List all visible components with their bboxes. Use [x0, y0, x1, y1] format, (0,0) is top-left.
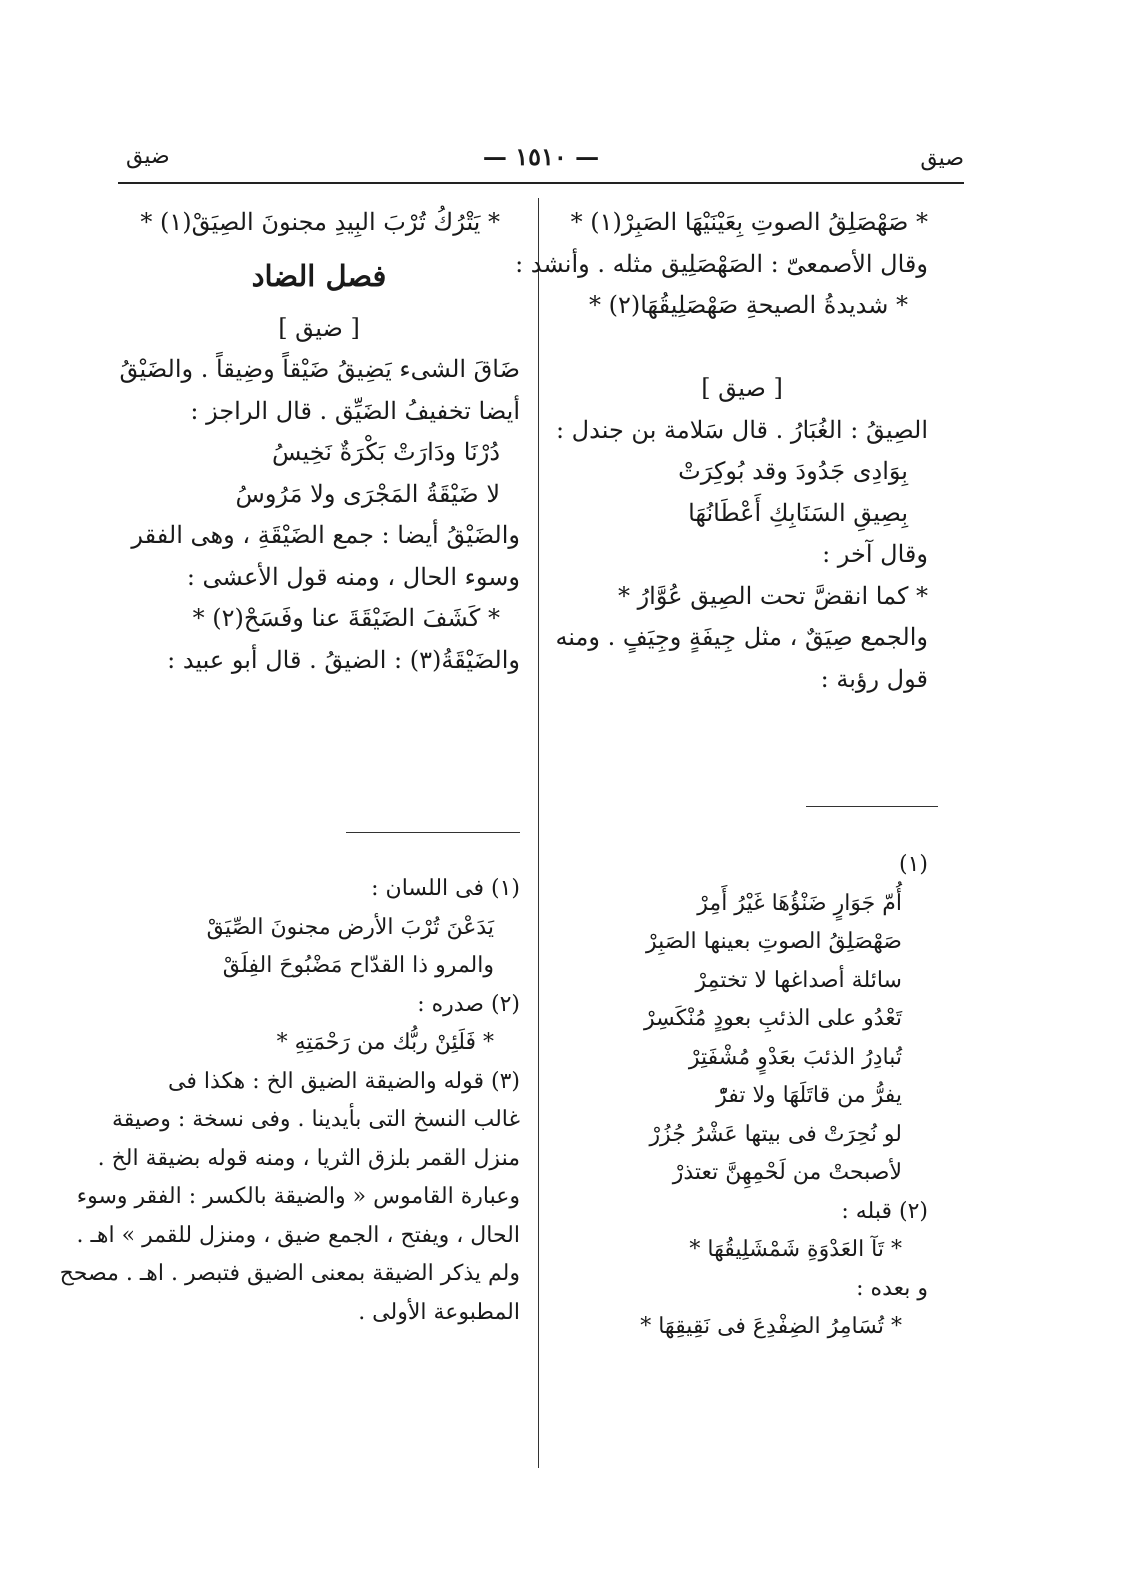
text-line: أيضا تخفيفُ الضَيِّق . قال الراجز :: [190, 396, 520, 425]
footnote-line: لو نُحِرَتْ فى بيتها عَشْرُ جُزُرْ: [649, 1121, 902, 1147]
column-divider: [538, 198, 539, 1468]
footnote-line: يفرُّ من قاتَلَهَا ولا تفرّْ: [716, 1083, 902, 1108]
text-line: قول رؤبة :: [820, 664, 928, 693]
text-line: والضَيْقَةُ(٣) : الضيقُ . قال أبو عبيد :: [167, 645, 520, 674]
footnote-line: (١) فى اللسان :: [371, 876, 520, 901]
entry-headword: [ ضيق ]: [278, 313, 360, 342]
verse-line: لا ضَيْقَةُ المَجْرَى ولا مَرُوسُ: [235, 479, 500, 508]
footnote-line: صَهْصَلِقُ الصوتِ بعينها الصَبِرْ: [645, 929, 902, 954]
footnote-rule-right: [806, 806, 938, 807]
entry-headword: [ صيق ]: [701, 374, 783, 402]
left-column: [118, 202, 520, 681]
page-header: [118, 140, 964, 184]
footnote-line: (٣) قوله والضيقة الضيق الخ : هكذا فى: [168, 1068, 520, 1094]
verse-line: بِوَادِى جَدُودَ وقد بُوكِرَتْ: [678, 457, 908, 485]
text-line: * صَهْصَلِقُ الصوتِ بِعَيْنَيْهَا الصَبِرْ(١) *: [570, 208, 928, 236]
footnote-line: غالب النسخ التى بأيدينا . وفى نسخة : وصيقة: [112, 1107, 520, 1132]
footnote-line: * تَآ العَدْوَةِ شَمْشَلِيقُهَا *: [689, 1237, 902, 1262]
footnotes-right: [556, 846, 928, 1347]
text-line: والضَيْقُ أيضا : جمع الضَيْقَةِ ، وهى الفقر: [131, 521, 520, 549]
text-line: وسوء الحال ، ومنه قول الأعشى :: [186, 562, 520, 591]
header-root-left: ضيق: [126, 144, 170, 169]
footnote-line: * فَلَئِنْ ربُّك من رَحْمَتِهِ *: [276, 1030, 494, 1055]
footnote-line: (٢) صدره :: [417, 991, 520, 1017]
footnote-line: تُبادِرُ الذئبَ بعَدْوٍ مُشْفَتِرْ: [688, 1044, 902, 1070]
header-rule: [118, 182, 964, 184]
footnote-line: ولم يذكر الضيقة بمعنى الضيق فتبصر . اهـ . مصحح: [59, 1261, 520, 1286]
footnote-line: والمرو ذا القدّاح مَضْبُوحَ الفِلَقْ: [222, 953, 494, 978]
verse-line: بِصِيقِ السَنَابِكِ أَعْطَانُهَا: [688, 498, 908, 527]
verse-line: * يَتْرُكُ تُرْبَ البِيدِ مجنونَ الصِيَقْ(١) *: [140, 208, 500, 236]
footnote-line: منزل القمر بلزق الثريا ، ومنه قوله بضيقة الخ .: [97, 1145, 520, 1171]
verse-line: دُرْنَا ودَارَتْ بَكْرَةٌ نَخِيسُ: [271, 438, 500, 466]
footnote-rule-left: [346, 832, 520, 833]
verse-line: * كَشَفَ الضَيْقَةَ عنا وفَسَحْ(٢) *: [192, 604, 500, 632]
footnote-line: لأصبحتْ من لَحْمِهِنَّ تعتذرْ: [672, 1160, 902, 1185]
section-title: فصل الضاد: [251, 258, 387, 293]
right-column: [515, 202, 928, 700]
footnote-line: أُمّ جَوَارٍ ضَنْؤُهَا غَيْرُ أَمِرْ: [697, 890, 902, 916]
text-line: والجمع صِيَقٌ ، مثل جِيفَةٍ وجِيَفٍ . ومنه: [555, 623, 928, 651]
text-line: وقال آخر :: [822, 540, 928, 568]
footnote-line: و بعده :: [856, 1275, 928, 1301]
footnote-line: سائلة أصداغها لا تختمِرْ: [695, 967, 902, 993]
footnote-line: (٢) قبله :: [841, 1198, 928, 1224]
footnote-line: يَدَعْنَ تُرْبَ الأرض مجنونَ الصِّيَقْ: [206, 914, 494, 940]
text-line: * شديدةُ الصيحةِ صَهْصَلِيقُهَا(٢) *: [588, 291, 908, 319]
text-line: الصِيقُ : الغُبَارُ . قال سَلامة بن جندل :: [555, 415, 928, 444]
header-root-right: صيق: [920, 146, 964, 171]
text-line: وقال الأصمعىّ : الصَهْصَلِيق مثله . وأنشد :: [515, 249, 928, 278]
footnote-line: وعبارة القاموس « والضيقة بالكسر : الفقر وسوء: [76, 1184, 520, 1209]
footnote-line: * تُسَامِرُ الضِفْدِعَ فى نَقِيقِهَا *: [640, 1314, 902, 1339]
footnote-line: الحال ، ويفتح ، الجمع ضيق ، ومنزل للقمر » اهـ .: [76, 1222, 520, 1248]
text-line: ضَاقَ الشىء يَضِيقُ ضَيْقاً وضِيقاً . والضَيْقُ: [119, 355, 520, 383]
footnote-line: تَعْدُو على الذئبِ بعودٍ مُنْكَسِرْ: [644, 1006, 902, 1031]
blank-line: [556, 327, 928, 369]
footnotes-left: [59, 870, 520, 1332]
verse-line: * كما انقضَّ تحت الصِيق عُوَّارُ *: [617, 581, 928, 610]
footnote-line: المطبوعة الأولى .: [358, 1299, 520, 1325]
page-number: — ١٥١٠ —: [482, 142, 600, 171]
footnote-label: (١): [898, 852, 928, 877]
